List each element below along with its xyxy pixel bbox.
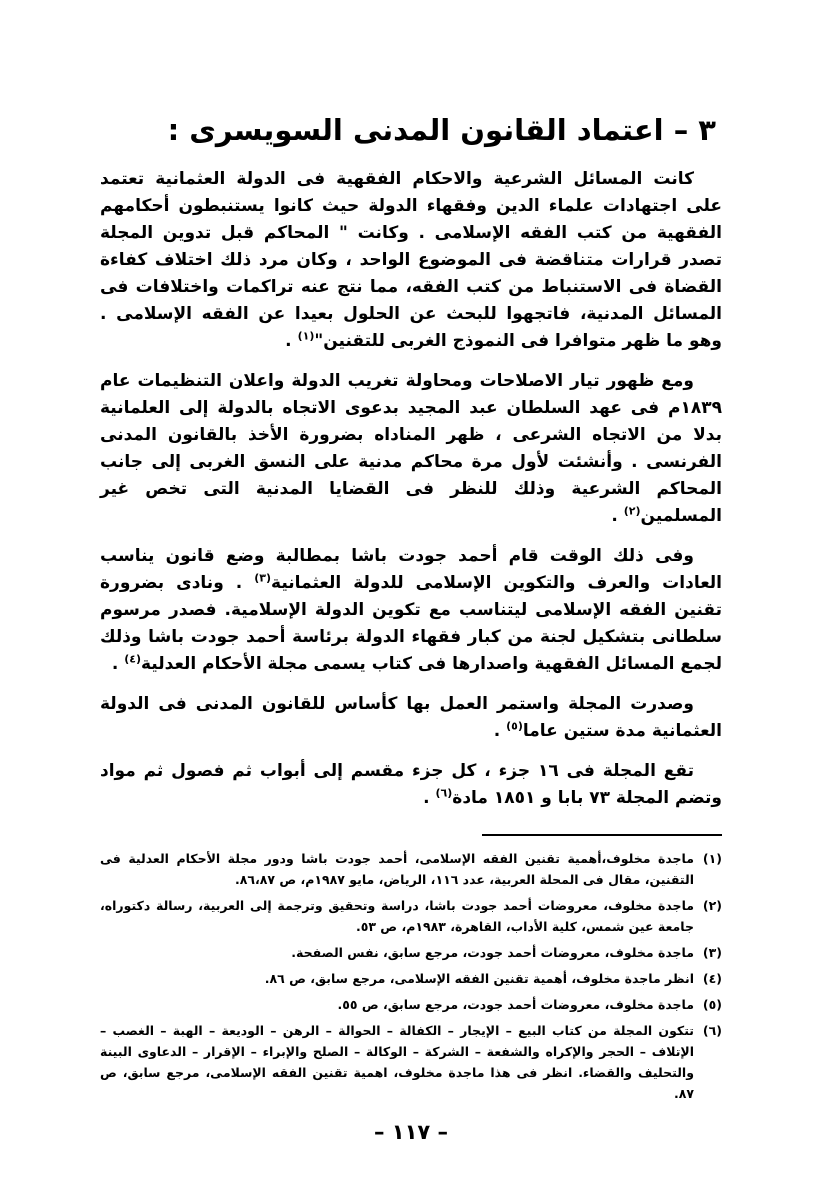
footnote-2 — [100, 895, 722, 937]
footnote-divider — [482, 834, 722, 836]
paragraph-text: وفى ذلك الوقت قام أحمد جودت باشا بمطالبة وضع قانون يناسب العادات والعرف والتكوين الإسلامى للدولة العثمانية — [100, 546, 723, 593]
body-paragraph-5 — [100, 758, 722, 812]
footnote-ref-5: (٥) — [506, 719, 523, 733]
footnote-number: (١) — [702, 851, 722, 866]
footnote-text: انظر ماجدة مخلوف، أهمية تقنين الفقه الإسلامى، مرجع سابق، ص ٨٦. — [264, 971, 694, 986]
footnote-text: تتكون المجلة من كتاب البيع – الإيجار – الكفالة – الحوالة – الرهن – الوديعة – الهبة – الغصب – الإتلاف – الحجر والإكراه والشفعة – الشركة – الوكالة – الصلح والإبراء – الإقرار – الدعاوى البينة والتحليف والقضاء. انظر فى هذا ماجدة مخلوف، اهمية تقنين الفقه الإسلامى، مرجع سابق، ص ٨٧. — [100, 1023, 694, 1101]
paragraph-tail: . — [493, 721, 507, 741]
paragraph-tail-2: . — [111, 654, 125, 674]
footnote-1 — [100, 848, 722, 890]
paragraph-text: تقع المجلة فى ١٦ جزء ، كل جزء مقسم إلى أبواب ثم فصول ثم مواد وتضم المجلة ٧٣ بابا و ١٨٥١ مادة — [100, 761, 722, 808]
body-paragraph-2 — [100, 368, 722, 530]
footnote-number: (٤) — [702, 971, 722, 986]
footnote-ref-2: (٢) — [623, 504, 641, 518]
footnote-number: (٣) — [702, 945, 722, 960]
footnote-text: ماجدة مخلوف،أهمية تقنين الفقه الإسلامى، أحمد جودت باشا ودور مجلة الأحكام العدلية فى التقنين، مقال فى المحلة العربية، عدد ١١٦، الرياض، مايو ١٩٨٧م، ص ٨٦،٨٧. — [100, 851, 694, 887]
body-paragraph-3 — [100, 543, 722, 678]
footnote-ref-4: (٤) — [124, 652, 141, 666]
paragraph-tail: . ونادى بضرورة تقنين الفقه الإسلامى ليتناسب مع تكوين الدولة الإسلامية. فصدر مرسوم سلطانى بتشكيل لجنة من كبار فقهاء الدولة برئاسة أحمد جودت باشا وذلك لجمع المسائل الفقهية واصدارها فى كتاب يسمى مجلة الأحكام العدلية — [100, 573, 722, 674]
footnote-number: (٢) — [702, 898, 722, 913]
footnote-6 — [100, 1020, 722, 1104]
footnote-4 — [100, 968, 722, 989]
footnote-ref-6: (٦) — [435, 786, 453, 800]
footnote-text: ماجدة مخلوف، معروضات أحمد جودت باشا، دراسة وتحقيق وترجمة إلى العربية، رسالة دكتوراه، جامعة عين شمس، كلية الأداب، القاهرة، ١٩٨٣م، ص ٥٣. — [100, 898, 694, 934]
footnote-ref-1: (١) — [297, 329, 315, 343]
paragraph-tail: . — [423, 788, 436, 808]
body-paragraph-1 — [100, 166, 722, 355]
footnote-5 — [100, 994, 722, 1015]
footnote-text: ماجدة مخلوف، معروضات أحمد جودت، مرجع سابق، نفس الصفحة. — [291, 945, 694, 960]
footnote-number: (٦) — [702, 1023, 722, 1038]
paragraph-tail: . — [611, 506, 624, 526]
footnotes-list — [100, 848, 722, 1104]
paragraph-text: ومع ظهور تيار الاصلاحات ومحاولة تغريب الدولة واعلان التنظيمات عام ١٨٣٩م فى عهد السلطان عبد المجيد بدعوى الاتجاه بالدولة إلى العلمانية بدلا من الاتجاه الشرعى ، ظهر المناداه بضرورة الأخذ بالقانون المدنى الفرنسى . وأنشئت لأول مرة محاكم مدنية على النسق الغربى إلى جانب المحاكم الشرعية وذلك للنظر فى القضايا المدنية التى تخص غير المسلمين — [100, 371, 722, 526]
body-paragraph-4 — [100, 691, 722, 745]
section-heading: ٣ – اعتماد القانون المدنى السويسرى : — [167, 113, 716, 147]
page-number: – ١١٧ – — [373, 1120, 449, 1144]
paragraph-text: وصدرت المجلة واستمر العمل بها كأساس للقانون المدنى فى الدولة العثمانية مدة ستين عاما — [100, 694, 722, 741]
footnote-ref-3: (٣) — [254, 571, 272, 585]
footnote-number: (٥) — [702, 997, 722, 1012]
footnote-3 — [100, 942, 722, 963]
paragraph-text: كانت المسائل الشرعية والاحكام الفقهية فى الدولة العثمانية تعتمد على اجتهادات علماء الدين وفقهاء الدولة حيث كانوا يستنبطون أحكامهم الفقهية من كتب الفقه الإسلامى . وكانت " المحاكم قبل تدوين المجلة تصدر قرارات متناقضة فى الموضوع الواحد ، وكان مرد ذلك اختلاف كفاءة القضاة فى الاستنباط من كتب الفقه، مما نتج عنه تراكمات واختلافات فى المسائل المدنية، فاتجهوا للبحث عن الحلول بعيدا عن الفقه الإسلامى . وهو ما ظهر متوافرا فى النموذج الغربى للتقنين" — [100, 169, 722, 351]
document-page — [100, 108, 722, 1148]
footnote-text: ماجدة مخلوف، معروضات أحمد جودت، مرجع سابق، ص ٥٥. — [337, 997, 694, 1012]
paragraph-tail: . — [285, 331, 298, 351]
